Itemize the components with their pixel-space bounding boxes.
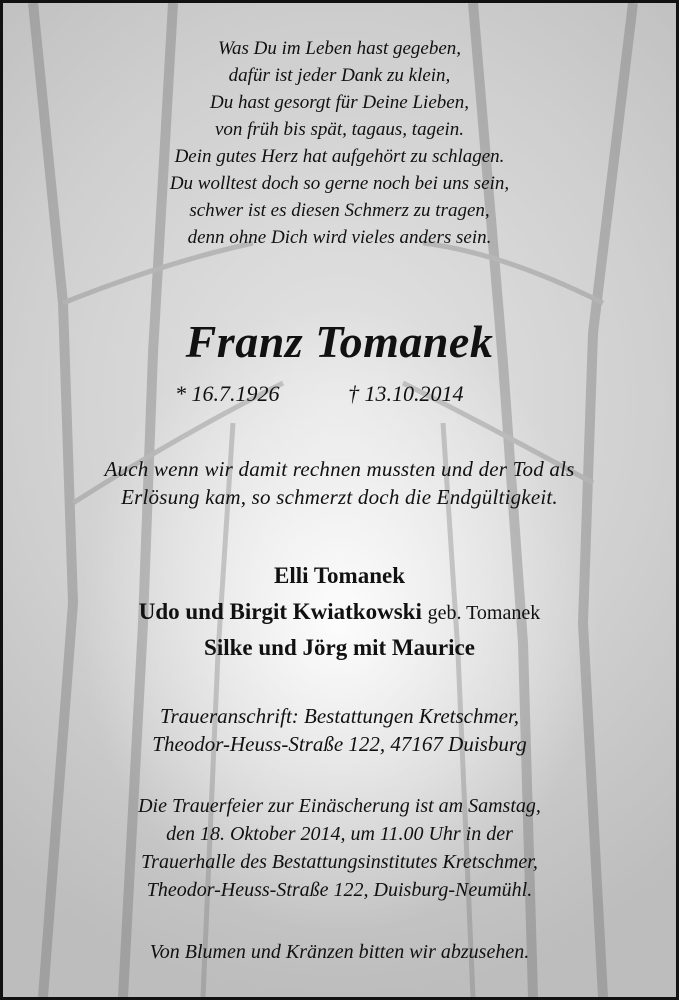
poem-line: denn ohne Dich wird vieles anders sein.: [187, 227, 492, 248]
birth-date: * 16.7.1926: [175, 381, 280, 406]
poem-line: Du hast gesorgt für Deine Lieben,: [210, 92, 469, 113]
poem-line: Was Du im Leben hast gegeben,: [217, 38, 462, 59]
message-line: Auch wenn wir damit rechnen mussten und der Tod als: [104, 457, 575, 481]
address-line: Theodor-Heuss-Straße 122, 47167 Duisburg: [152, 732, 527, 756]
family-member: [3, 599, 676, 625]
deceased-name: Franz Tomanek: [185, 316, 494, 367]
address-line: Traueranschrift: Bestattungen Kretschmer,: [159, 704, 520, 728]
service-line: Trauerhalle des Bestattungsinstitutes Kretschmer,: [141, 851, 538, 873]
message-line: Erlösung kam, so schmerzt doch die Endgültigkeit.: [121, 485, 558, 509]
family-member: Silke und Jörg mit Maurice: [204, 635, 475, 660]
death-date: † 13.10.2014: [348, 381, 464, 406]
poem-line: schwer ist es diesen Schmerz zu tragen,: [189, 200, 490, 221]
service-line: Theodor-Heuss-Straße 122, Duisburg-Neumühl.: [146, 879, 533, 901]
family-member-names: Udo und Birgit Kwiatkowski: [138, 599, 422, 624]
service-line: den 18. Oktober 2014, um 11.00 Uhr in der: [166, 823, 513, 845]
service-line: Die Trauerfeier zur Einäscherung ist am Samstag,: [138, 795, 541, 817]
poem-line: dafür ist jeder Dank zu klein,: [228, 65, 451, 86]
maiden-name: geb. Tomanek: [427, 602, 541, 624]
poem-line: Du wolltest doch so gerne noch bei uns sein,: [169, 173, 510, 194]
closing-note: Von Blumen und Kränzen bitten wir abzusehen.: [149, 941, 530, 963]
family-member: Elli Tomanek: [273, 563, 406, 588]
poem-line: Dein gutes Herz hat aufgehört zu schlagen.: [174, 146, 505, 167]
poem-line: von früh bis spät, tagaus, tagein.: [214, 119, 465, 140]
